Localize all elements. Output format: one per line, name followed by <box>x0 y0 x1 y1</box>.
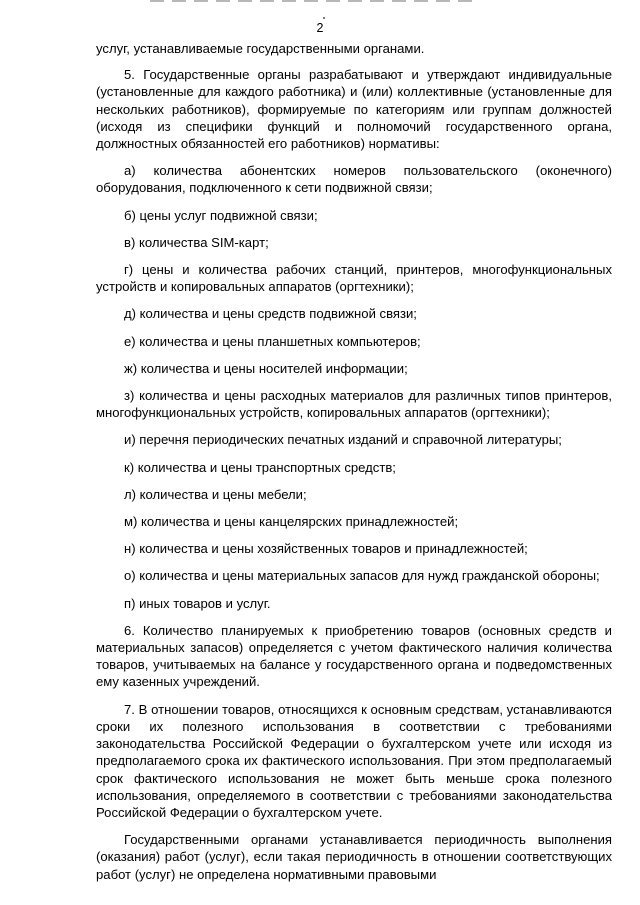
paragraph-6: 6. Количество планируемых к приобретению товаров (основных средств и материальных запасов) определяется с учетом фактического наличия количества товаров, учитываемых на балансе у государственного органа и подведомственных ему казенных учреждений. <box>96 622 612 690</box>
list-item-e: е) количества и цены планшетных компьютеров; <box>124 333 421 349</box>
list-item-m: м) количества и цены канцелярских принадлежностей; <box>124 514 459 530</box>
page-number: 2 <box>316 21 324 35</box>
list-item-d: д) количества и цены средств подвижной связи; <box>124 306 417 322</box>
paragraph-7: 7. В отношении товаров, относящихся к основным средствам, устанавливаются сроки их полезного использования в соответствии с требованиями законодательства Российской Федерации о бухгалтерском учете или исходя из предполагаемого срока их фактического использования. При этом предполагаемый срок фактического использования не может быть меньше срока полезного использования, определяемого в соответствии с требованиями законодательства Российской Федерации о бухгалтерском учете. <box>96 701 612 820</box>
list-item-k: к) количества и цены транспортных средств; <box>124 459 396 475</box>
document-body <box>96 40 612 883</box>
list-item-b: б) цены услуг подвижной связи; <box>124 207 318 223</box>
list-item-p: п) иных товаров и услуг. <box>124 595 271 611</box>
list-item-z: з) количества и цены расходных материалов для различных типов принтеров, многофункциональных устройств, копировальных аппаратов (оргтехники); <box>96 388 612 421</box>
list-item-l: л) количества и цены мебели; <box>124 486 307 502</box>
paragraph-periodicity: Государственными органами устанавливается периодичность выполнения (оказания) работ (услуг), если такая периодичность в отношении соответствующих работ (услуг) не определена нормативными правовыми <box>96 832 612 882</box>
list-item-a: а) количества абонентских номеров пользовательского (оконечного) оборудования, подключенного к сети подвижной связи; <box>96 163 612 196</box>
scan-artifact-top <box>150 0 480 2</box>
paragraph-5: 5. Государственные органы разрабатывают и утверждают индивидуальные (установленные для каждого работника) и (или) коллективные (установленные для нескольких работников), формируемые по категориям или группам должностей (исходя из специфики функций и полномочий государственного органа, должностных обязанностей его работников) нормативы: <box>96 67 612 152</box>
list-item-zh: ж) количества и цены носителей информации; <box>124 360 408 376</box>
scan-artifact-dot <box>323 17 325 19</box>
list-item-o: о) количества и цены материальных запасов для нужд гражданской обороны; <box>124 568 600 584</box>
list-item-i: и) перечня периодических печатных изданий и справочной литературы; <box>124 432 562 448</box>
list-item-n: н) количества и цены хозяйственных товаров и принадлежностей; <box>124 541 528 557</box>
paragraph-continuation: услуг, устанавливаемые государственными органами. <box>96 41 425 56</box>
list-item-g: г) цены и количества рабочих станций, принтеров, многофункциональных устройств и копировальных аппаратов (оргтехники); <box>96 262 612 295</box>
list-item-v: в) количества SIM-карт; <box>124 234 269 250</box>
